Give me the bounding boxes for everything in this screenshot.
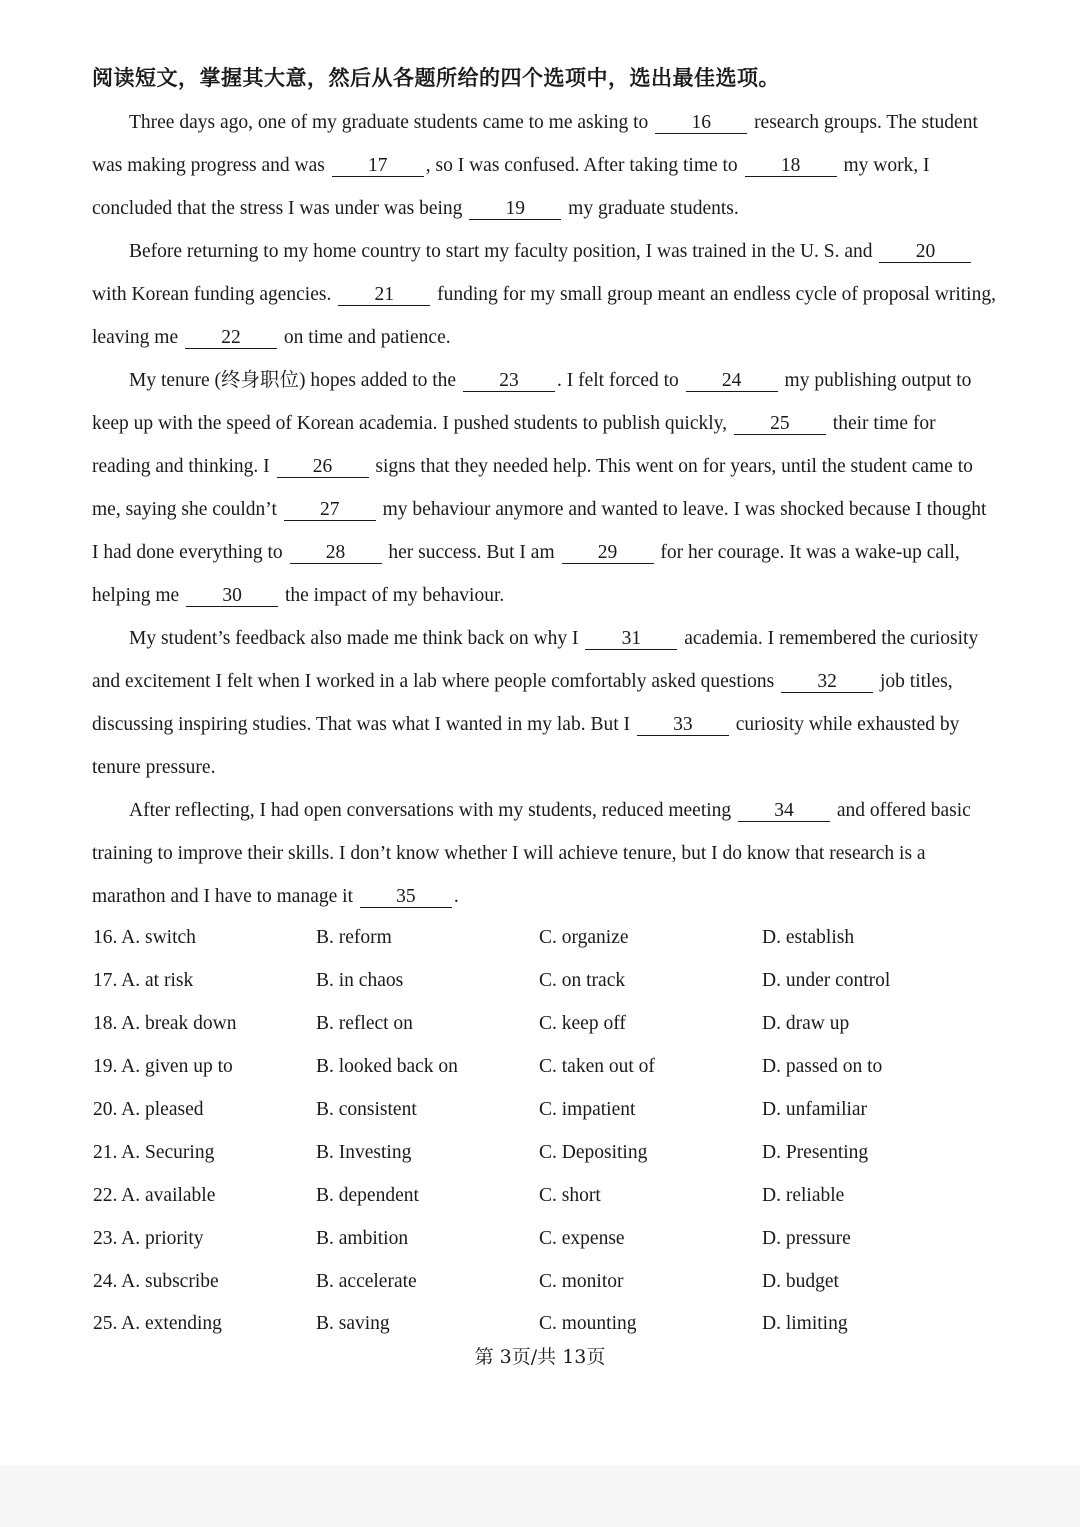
option-b[interactable]: B. looked back on bbox=[316, 1056, 458, 1077]
option-c[interactable]: C. impatient bbox=[539, 1099, 636, 1120]
option-c[interactable]: C. mounting bbox=[539, 1313, 637, 1334]
option-row bbox=[0, 1271, 1080, 1297]
passage-text: my graduate students. bbox=[563, 198, 739, 219]
passage-text: reading and thinking. I bbox=[92, 456, 275, 477]
passage-line bbox=[129, 240, 973, 264]
blank-29[interactable]: 29 bbox=[562, 543, 654, 564]
option-row bbox=[0, 1056, 1080, 1082]
option-c[interactable]: C. on track bbox=[539, 970, 626, 991]
option-row bbox=[0, 927, 1080, 953]
blank-34[interactable]: 34 bbox=[738, 801, 830, 822]
blank-33[interactable]: 33 bbox=[637, 715, 729, 736]
option-d[interactable]: D. reliable bbox=[762, 1185, 845, 1206]
option-d[interactable]: D. passed on to bbox=[762, 1056, 883, 1077]
option-a[interactable]: 17. A. at risk bbox=[93, 970, 194, 991]
blank-26[interactable]: 26 bbox=[277, 457, 369, 478]
blank-22[interactable]: 22 bbox=[185, 328, 277, 349]
option-c[interactable]: C. taken out of bbox=[539, 1056, 655, 1077]
passage-line bbox=[129, 627, 978, 651]
option-row bbox=[0, 1313, 1080, 1339]
option-c[interactable]: C. keep off bbox=[539, 1013, 626, 1034]
passage-line bbox=[129, 369, 971, 393]
passage-line bbox=[92, 670, 953, 694]
option-row bbox=[0, 970, 1080, 996]
option-a[interactable]: 18. A. break down bbox=[93, 1013, 237, 1034]
blank-27[interactable]: 27 bbox=[284, 500, 376, 521]
passage-text: on time and patience. bbox=[278, 327, 451, 348]
option-row bbox=[0, 1185, 1080, 1211]
blank-28[interactable]: 28 bbox=[290, 543, 382, 564]
blank-21[interactable]: 21 bbox=[338, 285, 430, 306]
passage-text: Before returning to my home country to start my faculty position, I was trained in the U. S. and bbox=[129, 241, 878, 262]
option-a[interactable]: 21. A. Securing bbox=[93, 1142, 215, 1163]
option-row bbox=[0, 1228, 1080, 1254]
option-c[interactable]: C. short bbox=[539, 1185, 601, 1206]
blank-25[interactable]: 25 bbox=[734, 414, 826, 435]
page-number: 第 3页/共 13页 bbox=[474, 1346, 606, 1368]
passage-text: curiosity while exhausted by bbox=[730, 714, 960, 735]
passage-line bbox=[129, 111, 978, 135]
option-d[interactable]: D. Presenting bbox=[762, 1142, 869, 1163]
option-b[interactable]: B. ambition bbox=[316, 1228, 409, 1249]
option-d[interactable]: D. under control bbox=[762, 970, 891, 991]
passage-line bbox=[92, 154, 930, 178]
passage-text: discussing inspiring studies. That was what I wanted in my lab. But I bbox=[92, 714, 635, 735]
option-a[interactable]: 24. A. subscribe bbox=[93, 1271, 219, 1292]
option-d[interactable]: D. unfamiliar bbox=[762, 1099, 868, 1120]
passage-text: , so I was confused. After taking time to bbox=[425, 155, 743, 176]
passage-line bbox=[92, 283, 996, 307]
passage-text: funding for my small group meant an endless cycle of proposal writing, bbox=[432, 284, 996, 305]
passage-line bbox=[92, 584, 504, 608]
blank-20[interactable]: 20 bbox=[879, 242, 971, 263]
option-b[interactable]: B. saving bbox=[316, 1313, 390, 1334]
passage-text: job titles, bbox=[875, 671, 953, 692]
passage-text: and excitement I felt when I worked in a lab where people comfortably asked questions bbox=[92, 671, 780, 692]
passage-text: my publishing output to bbox=[779, 370, 972, 391]
passage-line bbox=[92, 842, 926, 866]
passage-text: signs that they needed help. This went on for years, until the student came to bbox=[370, 456, 973, 477]
blank-35[interactable]: 35 bbox=[360, 887, 452, 908]
option-b[interactable]: B. reflect on bbox=[316, 1013, 413, 1034]
blank-30[interactable]: 30 bbox=[186, 586, 278, 607]
passage-text: After reflecting, I had open conversations with my students, reduced meeting bbox=[129, 800, 737, 821]
passage-text: concluded that the stress I was under was being bbox=[92, 198, 468, 219]
passage-line bbox=[92, 326, 451, 350]
passage-line bbox=[92, 541, 960, 565]
passage-text: . bbox=[453, 886, 459, 907]
passage-text: and offered basic bbox=[832, 800, 971, 821]
blank-17[interactable]: 17 bbox=[332, 156, 424, 177]
option-a[interactable]: 19. A. given up to bbox=[93, 1056, 233, 1077]
passage-line bbox=[92, 197, 739, 221]
passage-line bbox=[92, 756, 215, 780]
passage-text: for her courage. It was a wake-up call, bbox=[655, 542, 960, 563]
blank-16[interactable]: 16 bbox=[655, 113, 747, 134]
option-a[interactable]: 25. A. extending bbox=[93, 1313, 222, 1334]
option-a[interactable]: 20. A. pleased bbox=[93, 1099, 204, 1120]
option-b[interactable]: B. in chaos bbox=[316, 970, 404, 991]
passage-text: I had done everything to bbox=[92, 542, 288, 563]
passage-line bbox=[92, 885, 459, 909]
option-a[interactable]: 22. A. available bbox=[93, 1185, 216, 1206]
passage-text: me, saying she couldn’t bbox=[92, 499, 282, 520]
passage-text: my behaviour anymore and wanted to leave. I was shocked because I thought bbox=[377, 499, 987, 520]
option-row bbox=[0, 1099, 1080, 1125]
page-bottom-margin bbox=[0, 1465, 1080, 1527]
passage-line bbox=[92, 455, 973, 479]
option-c[interactable]: C. Depositing bbox=[539, 1142, 648, 1163]
blank-32[interactable]: 32 bbox=[781, 672, 873, 693]
option-a[interactable]: 23. A. priority bbox=[93, 1228, 204, 1249]
option-b[interactable]: B. reform bbox=[316, 927, 392, 948]
passage-text: keep up with the speed of Korean academia. I pushed students to publish quickly, bbox=[92, 413, 732, 434]
option-d[interactable]: D. establish bbox=[762, 927, 855, 948]
option-b[interactable]: B. accelerate bbox=[316, 1271, 417, 1292]
option-b[interactable]: B. consistent bbox=[316, 1099, 417, 1120]
blank-24[interactable]: 24 bbox=[686, 371, 778, 392]
passage-text: their time for bbox=[827, 413, 936, 434]
option-d[interactable]: D. pressure bbox=[762, 1228, 851, 1249]
option-d[interactable]: D. budget bbox=[762, 1271, 839, 1292]
passage-text: helping me bbox=[92, 585, 185, 606]
passage-line bbox=[92, 713, 959, 737]
blank-31[interactable]: 31 bbox=[585, 629, 677, 650]
passage-text: the impact of my behaviour. bbox=[280, 585, 505, 606]
passage-text: research groups. The student bbox=[749, 112, 978, 133]
blank-19[interactable]: 19 bbox=[469, 199, 561, 220]
passage-text: marathon and I have to manage it bbox=[92, 886, 358, 907]
option-c[interactable]: C. organize bbox=[539, 927, 629, 948]
passage-text: academia. I remembered the curiosity bbox=[679, 628, 979, 649]
option-a[interactable]: 16. A. switch bbox=[93, 927, 196, 948]
blank-18[interactable]: 18 bbox=[745, 156, 837, 177]
passage-text: . I felt forced to bbox=[556, 370, 684, 391]
passage-text: Three days ago, one of my graduate students came to me asking to bbox=[129, 112, 654, 133]
passage-text: my work, I bbox=[838, 155, 930, 176]
passage-text: was making progress and was bbox=[92, 155, 330, 176]
option-d[interactable]: D. limiting bbox=[762, 1313, 848, 1334]
passage-text: tenure pressure. bbox=[92, 757, 216, 778]
passage-text: with Korean funding agencies. bbox=[92, 284, 337, 305]
blank-23[interactable]: 23 bbox=[463, 371, 555, 392]
passage-text: training to improve their skills. I don’t know whether I will achieve tenure, but I do know that research is a bbox=[92, 843, 926, 864]
option-row bbox=[0, 1013, 1080, 1039]
passage-line bbox=[92, 412, 936, 436]
passage-text: My student’s feedback also made me think back on why I bbox=[129, 628, 584, 649]
passage-text: leaving me bbox=[92, 327, 183, 348]
passage-text: her success. But I am bbox=[383, 542, 560, 563]
option-c[interactable]: C. monitor bbox=[539, 1271, 624, 1292]
option-b[interactable]: B. dependent bbox=[316, 1185, 419, 1206]
option-row bbox=[0, 1142, 1080, 1168]
option-d[interactable]: D. draw up bbox=[762, 1013, 850, 1034]
option-c[interactable]: C. expense bbox=[539, 1228, 625, 1249]
passage-line bbox=[129, 799, 971, 823]
option-b[interactable]: B. Investing bbox=[316, 1142, 412, 1163]
passage-line bbox=[92, 498, 986, 522]
instruction-heading: 阅读短文，掌握其大意，然后从各题所给的四个选项中，选出最佳选项。 bbox=[92, 65, 780, 90]
passage-text: My tenure (终身职位) hopes added to the bbox=[129, 370, 461, 391]
